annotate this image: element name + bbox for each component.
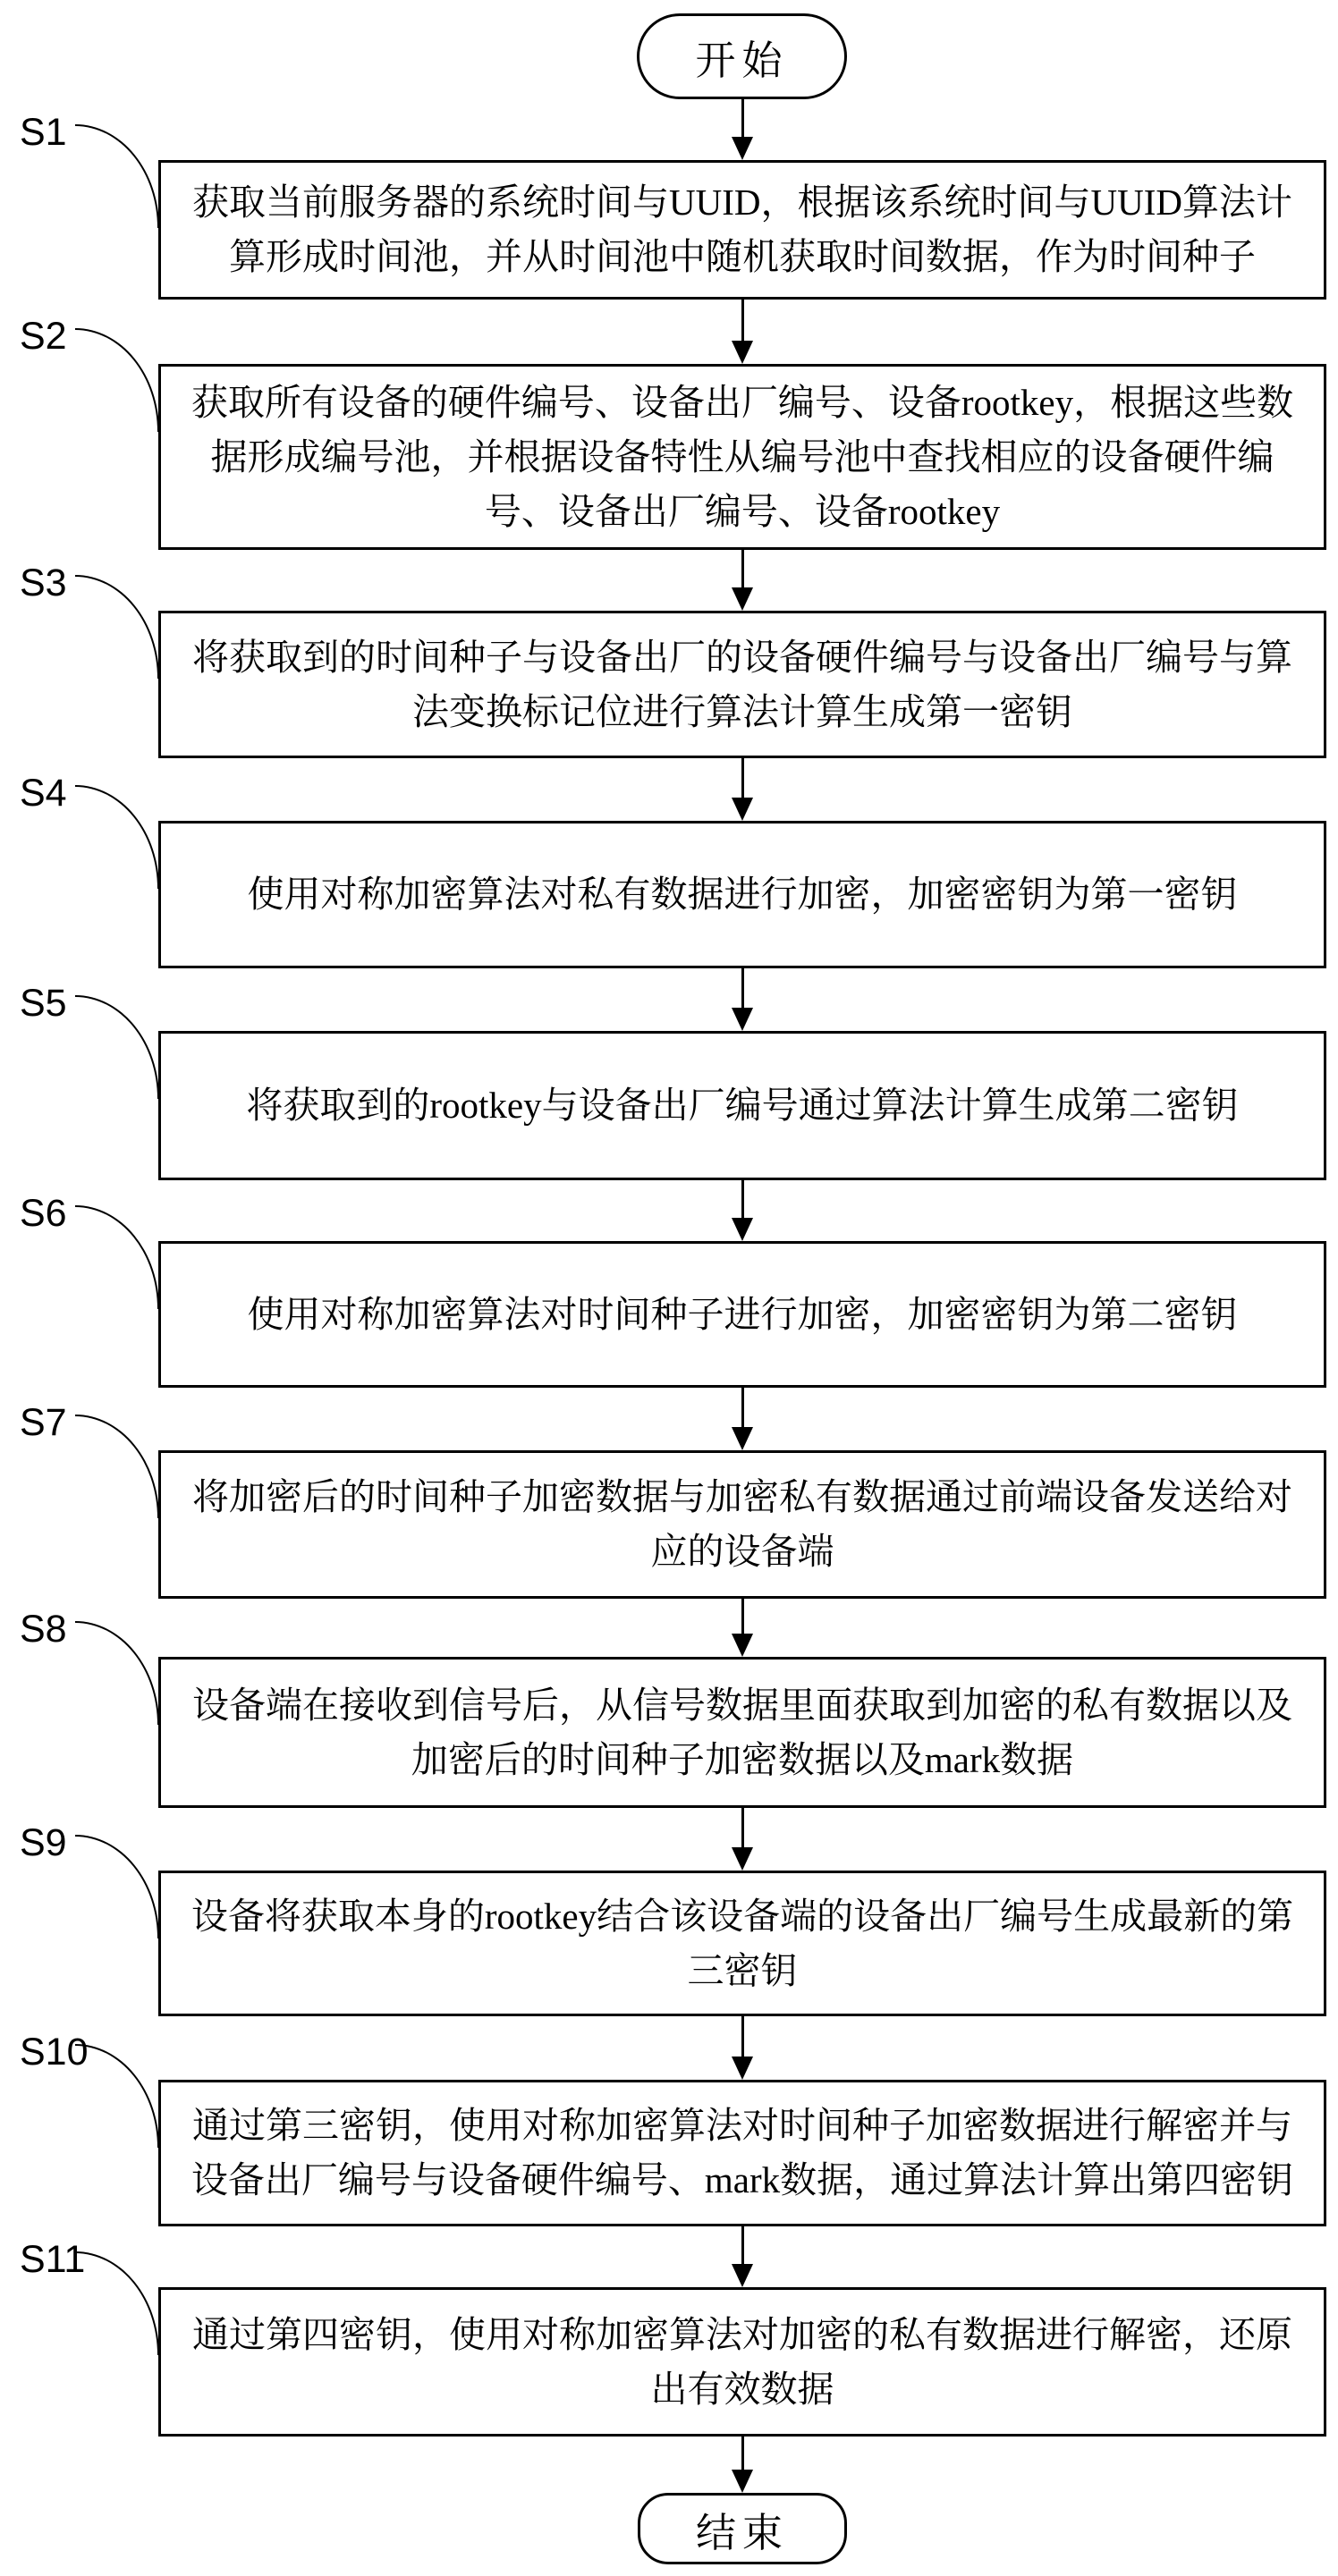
leader-curve-s10 bbox=[75, 2044, 159, 2148]
step-label-s6: S6 bbox=[20, 1192, 67, 1235]
end-node-label: 结束 bbox=[695, 2510, 789, 2555]
arrow-connector-s8-s9 bbox=[729, 1808, 756, 1871]
arrow-line bbox=[741, 758, 744, 801]
step-text-s5: 将获取到的rootkey与设备出厂编号通过算法计算生成第二密钥 bbox=[246, 1085, 1239, 1126]
step-text-s11: 通过第四密钥，使用对称加密算法对加密的私有数据进行解密，还原出有效数据 bbox=[192, 2313, 1292, 2410]
arrow-head-icon bbox=[732, 587, 753, 611]
step-box-s7 bbox=[158, 1450, 1326, 1599]
step-box-s1 bbox=[158, 160, 1326, 300]
arrow-connector-s7-s8 bbox=[729, 1599, 756, 1657]
arrow-line bbox=[741, 1599, 744, 1637]
step-label-s4: S4 bbox=[20, 772, 67, 815]
leader-curve-s4 bbox=[75, 785, 159, 889]
step-label-s9: S9 bbox=[20, 1821, 67, 1864]
arrow-connector-s1-s2 bbox=[729, 300, 756, 364]
step-box-s8 bbox=[158, 1657, 1326, 1808]
arrow-line bbox=[741, 1388, 744, 1431]
leader-curve-s1 bbox=[75, 124, 159, 228]
step-box-s2 bbox=[158, 364, 1326, 550]
step-text-s8: 设备端在接收到信号后，从信号数据里面获取到加密的私有数据以及加密后的时间种子加密数据以及mark数据 bbox=[192, 1684, 1292, 1780]
arrow-connector-s9-s10 bbox=[729, 2016, 756, 2080]
step-text-s9: 设备将获取本身的rootkey结合该设备端的设备出厂编号生成最新的第三密钥 bbox=[191, 1895, 1294, 1991]
arrow-head-icon bbox=[732, 2470, 753, 2493]
leader-curve-s8 bbox=[75, 1621, 159, 1725]
arrow-head-icon bbox=[732, 2057, 753, 2080]
step-box-s9 bbox=[158, 1871, 1326, 2016]
leader-curve-s11 bbox=[75, 2251, 159, 2355]
arrow-head-icon bbox=[732, 341, 753, 364]
step-label-s11: S11 bbox=[20, 2238, 86, 2281]
step-text-s4: 使用对称加密算法对私有数据进行加密，加密密钥为第一密钥 bbox=[247, 874, 1238, 915]
arrow-connector-s10-s11 bbox=[729, 2226, 756, 2287]
leader-curve-s6 bbox=[75, 1205, 159, 1309]
start-node bbox=[637, 13, 847, 99]
leader-curve-s3 bbox=[75, 575, 159, 679]
start-node-label: 开始 bbox=[695, 38, 789, 83]
end-node bbox=[638, 2493, 847, 2564]
step-label-s8: S8 bbox=[20, 1608, 67, 1651]
arrow-line bbox=[741, 968, 744, 1011]
step-label-s10: S10 bbox=[20, 2031, 89, 2073]
step-text-s7: 将加密后的时间种子加密数据与加密私有数据通过前端设备发送给对应的设备端 bbox=[192, 1476, 1292, 1572]
leader-curve-s5 bbox=[75, 995, 159, 1099]
step-text-s10: 通过第三密钥，使用对称加密算法对时间种子加密数据进行解密并与设备出厂编号与设备硬件编号、mark数据，通过算法计算出第四密钥 bbox=[191, 2105, 1294, 2200]
arrow-head-icon bbox=[732, 1847, 753, 1871]
arrow-line bbox=[741, 2437, 744, 2473]
arrow-connector-s3-s4 bbox=[729, 758, 756, 821]
step-text-s6: 使用对称加密算法对时间种子进行加密，加密密钥为第二密钥 bbox=[247, 1293, 1238, 1335]
arrow-head-icon bbox=[732, 2264, 753, 2287]
step-box-s11 bbox=[158, 2287, 1326, 2437]
step-text-s3: 将获取到的时间种子与设备出厂的设备硬件编号与设备出厂编号与算法变换标记位进行算法计算生成第一密钥 bbox=[192, 636, 1292, 732]
arrow-line bbox=[741, 2226, 744, 2268]
step-box-s10 bbox=[158, 2080, 1326, 2226]
arrow-head-icon bbox=[732, 1008, 753, 1031]
arrow-connector-s2-s3 bbox=[729, 550, 756, 611]
step-label-s3: S3 bbox=[20, 562, 67, 604]
arrow-head-icon bbox=[732, 1218, 753, 1241]
arrow-connector-s6-s7 bbox=[729, 1388, 756, 1450]
arrow-head-icon bbox=[732, 798, 753, 821]
step-text-s2: 获取所有设备的硬件编号、设备出厂编号、设备rootkey，根据这些数据形成编号池，并根据设备特性从编号池中查找相应的设备硬件编号、设备出厂编号、设备rootkey bbox=[191, 381, 1294, 532]
arrow-head-icon bbox=[732, 137, 753, 160]
arrow-line bbox=[741, 550, 744, 591]
arrow-line bbox=[741, 1808, 744, 1851]
arrow-connector-s4-s5 bbox=[729, 968, 756, 1031]
step-box-s6 bbox=[158, 1241, 1326, 1388]
arrow-connector-s11-end bbox=[729, 2437, 756, 2493]
arrow-head-icon bbox=[732, 1634, 753, 1657]
arrow-connector-s5-s6 bbox=[729, 1180, 756, 1241]
arrow-line bbox=[741, 1180, 744, 1221]
leader-curve-s2 bbox=[75, 328, 159, 432]
arrow-head-icon bbox=[732, 1427, 753, 1450]
step-label-s2: S2 bbox=[20, 315, 67, 358]
leader-curve-s7 bbox=[75, 1415, 159, 1518]
step-label-s5: S5 bbox=[20, 982, 67, 1025]
arrow-line bbox=[741, 300, 744, 344]
arrow-line bbox=[741, 2016, 744, 2060]
step-box-s5 bbox=[158, 1031, 1326, 1180]
arrow-line bbox=[741, 99, 744, 140]
step-label-s1: S1 bbox=[20, 111, 67, 154]
step-box-s3 bbox=[158, 611, 1326, 758]
arrow-connector-start-s1 bbox=[729, 99, 756, 160]
step-text-s1: 获取当前服务器的系统时间与UUID，根据该系统时间与UUID算法计算形成时间池，并从时间池中随机获取时间数据，作为时间种子 bbox=[192, 182, 1292, 277]
step-label-s7: S7 bbox=[20, 1401, 67, 1444]
leader-curve-s9 bbox=[75, 1835, 159, 1938]
step-box-s4 bbox=[158, 821, 1326, 968]
